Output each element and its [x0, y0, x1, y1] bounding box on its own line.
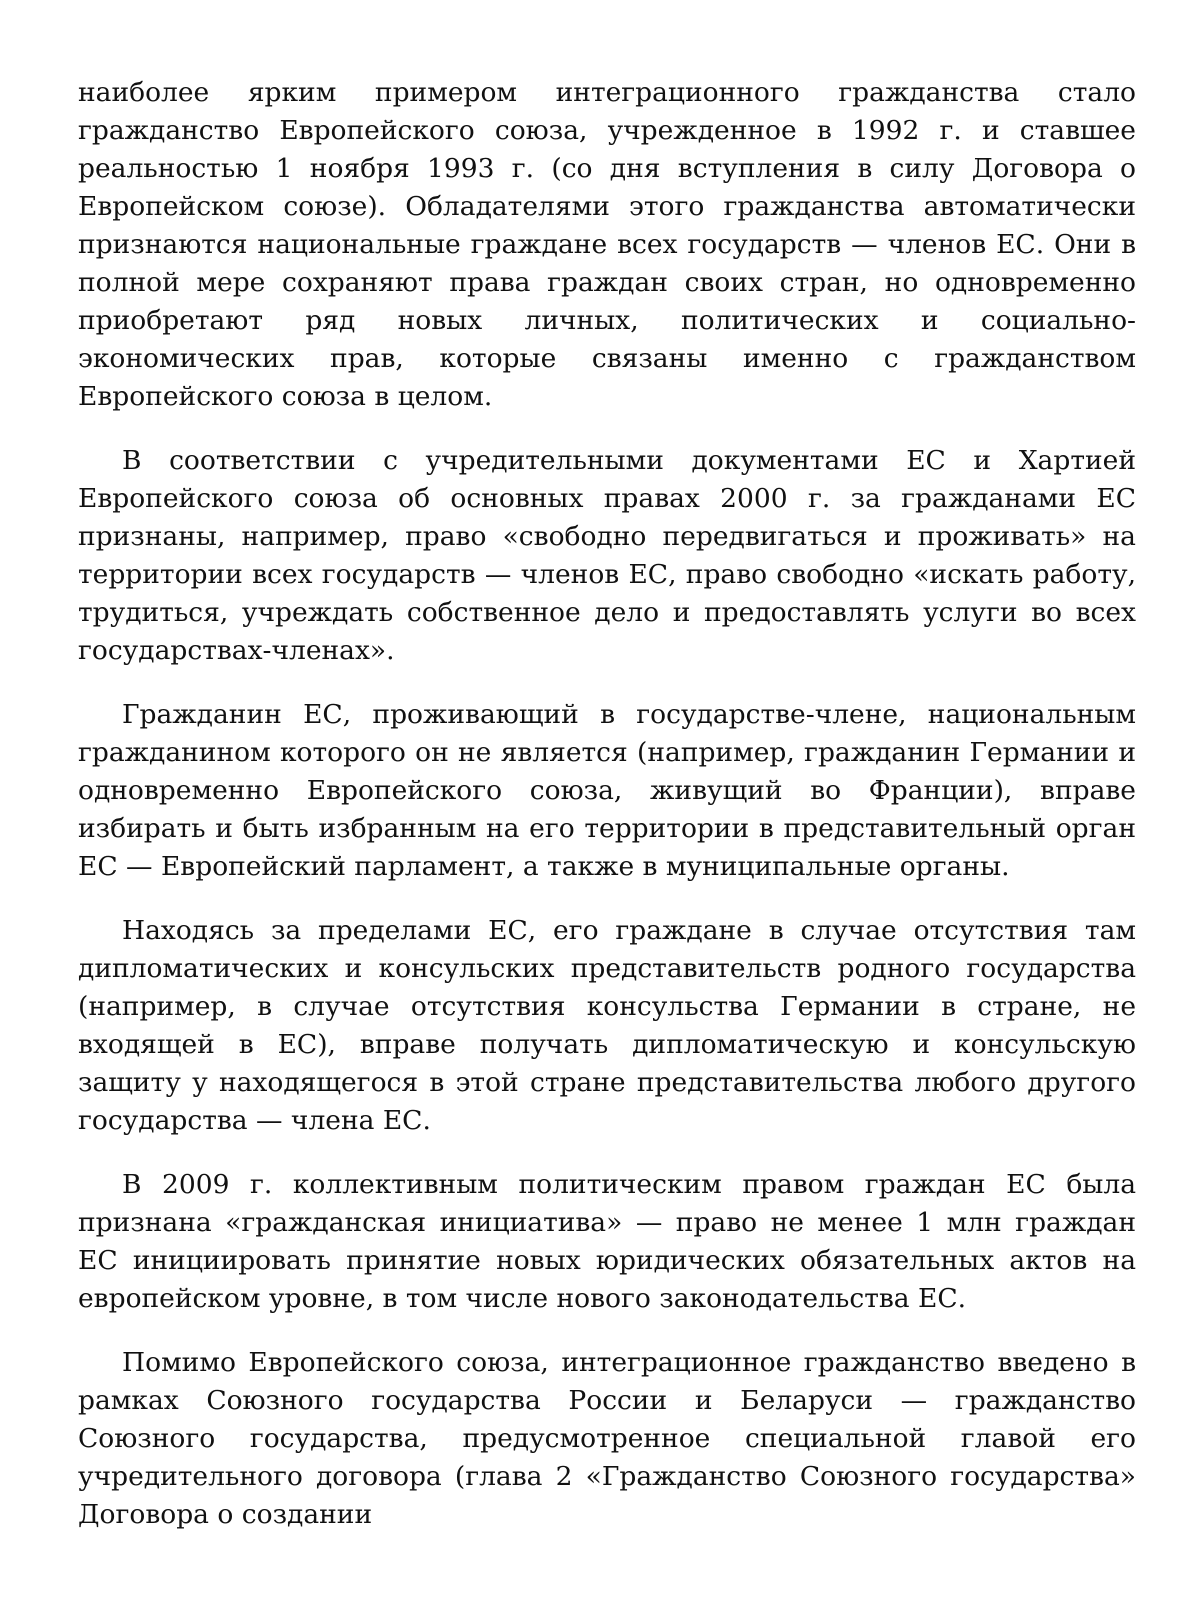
paragraph-eu-electoral-rights: Гражданин ЕС, проживающий в государстве-члене, национальным гражданином которого он не является (например, гражданин Германии и одновременно Европейского союза, живущий во Франции), вправе избирать и быть избранным на его территории в представительный орган ЕС — Европейский парламент, а также в муниципальные органы. [78, 699, 1136, 882]
paragraph-eu-charter-rights: В соответствии с учредительными документами ЕС и Хартией Европейского союза об основных правах 2000 г. за гражданами ЕС признаны, например, право «свободно передвигаться и проживать» на территории всех государств — членов ЕС, право свободно «искать работу, трудиться, учреждать собственное дело и предоставлять услуги во всех государствах-членах». [78, 445, 1136, 666]
paragraph-eu-citizenship-intro: наиболее ярким примером интеграционного гражданства стало гражданство Европейского союза, учрежденное в 1992 г. и ставшее реальностью 1 ноября 1993 г. (со дня вступления в силу Договора о Европейском союзе). Обладателями этого гражданства автоматически признаются национальные граждане всех государств — членов ЕС. Они в полной мере сохраняют права граждан своих стран, но одновременно приобретают ряд новых личных, политических и социально-экономических прав, которые связаны именно с гражданством Европейского союза в целом. [78, 77, 1136, 412]
paragraph-citizens-initiative: В 2009 г. коллективным политическим правом граждан ЕС была признана «гражданская инициатива» — право не менее 1 млн граждан ЕС инициировать принятие новых юридических обязательных актов на европейском уровне, в том числе нового законодательства ЕС. [78, 1169, 1136, 1314]
document-page [78, 74, 1136, 1560]
paragraph-eu-consular-protection: Находясь за пределами ЕС, его граждане в случае отсутствия там дипломатических и консульских представительств родного государства (например, в случае отсутствия консульства Германии в стране, не входящей в ЕС), вправе получать дипломатическую и консульскую защиту у находящегося в этой стране представительства любого другого государства — члена ЕС. [78, 915, 1136, 1136]
paragraph-union-state-citizenship: Помимо Европейского союза, интеграционное гражданство введено в рамках Союзного государства России и Беларуси — гражданство Союзного государства, предусмотренное специальной главой его учредительного договора (глава 2 «Гражданство Союзного государства» Договора о создании [78, 1347, 1136, 1530]
